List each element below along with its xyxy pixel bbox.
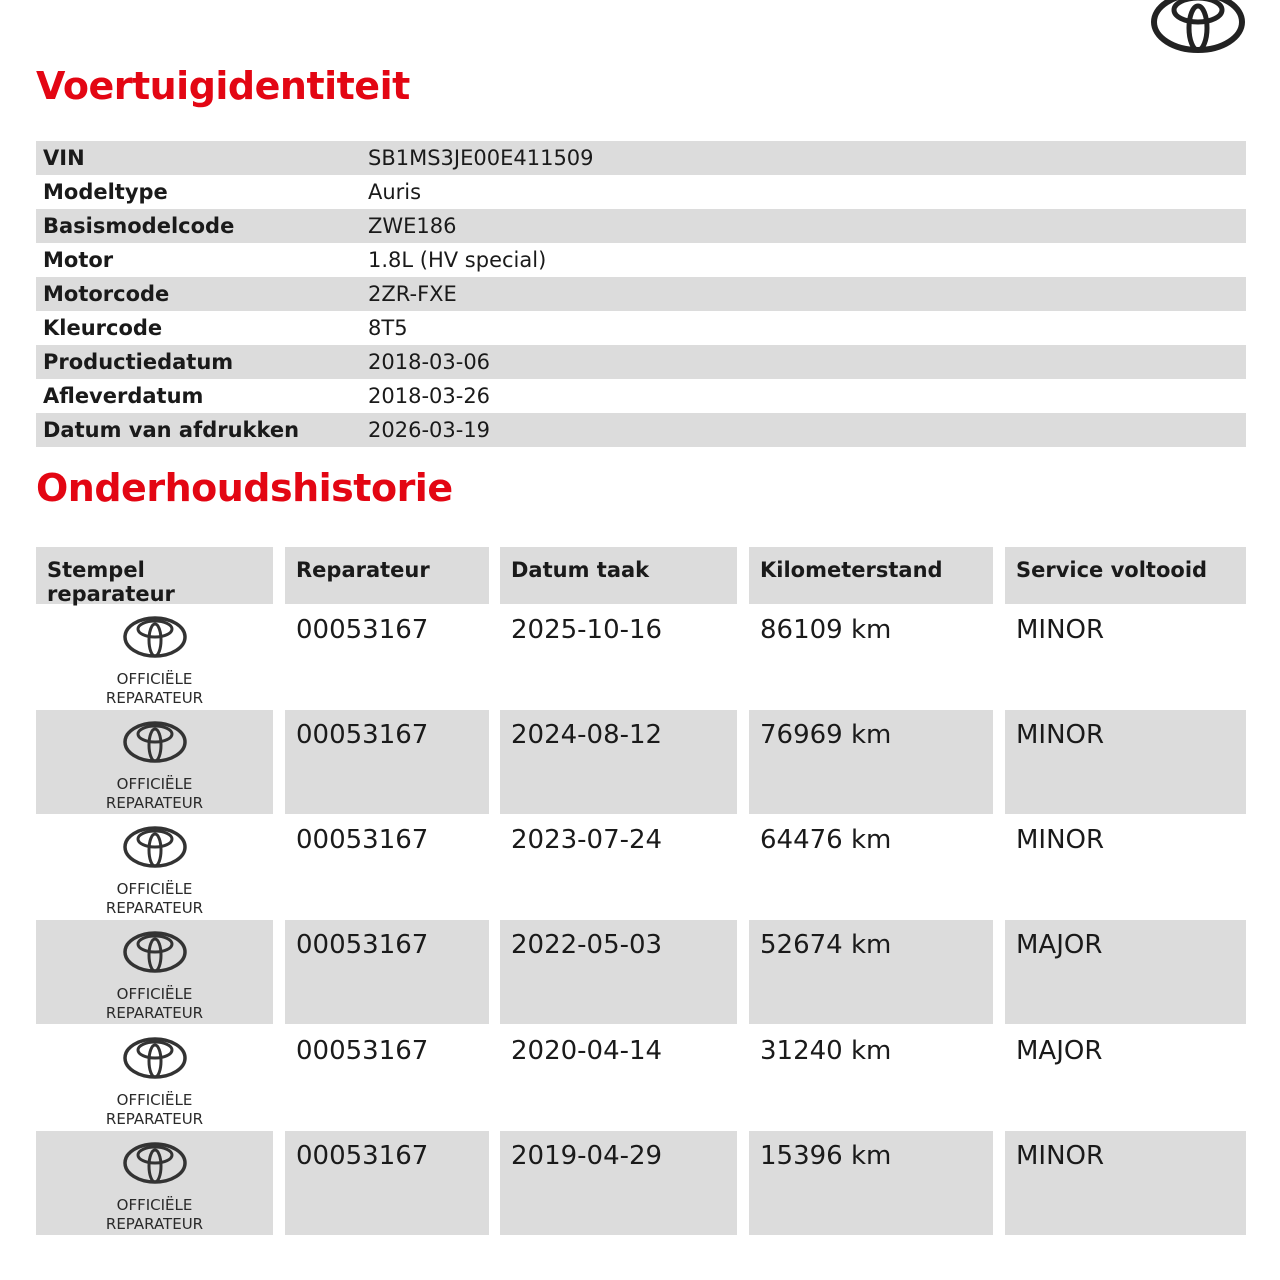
- identity-value: Auris: [368, 180, 422, 204]
- identity-label: Motor: [43, 248, 114, 272]
- identity-label: Motorcode: [43, 282, 170, 306]
- date-cell: 2022-05-03: [500, 920, 737, 1024]
- vehicle-identity-table: [36, 141, 1246, 447]
- date-cell: 2023-07-24: [511, 825, 663, 855]
- service-cell: MAJOR: [1016, 1036, 1103, 1066]
- stamp-text: [106, 670, 203, 708]
- mileage-cell: 31240 km: [760, 1036, 892, 1066]
- identity-row: [36, 277, 1246, 311]
- column-header-mileage: Kilometerstand: [749, 547, 993, 604]
- identity-row: [36, 345, 1246, 379]
- identity-value: 1.8L (HV special): [368, 248, 547, 272]
- identity-value: 2018-03-26: [368, 384, 491, 408]
- mileage-cell: 52674 km: [749, 920, 993, 1024]
- repairer-stamp: [36, 710, 273, 814]
- repairer-cell: 00053167: [285, 710, 489, 814]
- stamp-line2: REPARATEUR: [105, 1004, 204, 1022]
- repairer-cell: 00053167: [296, 615, 429, 645]
- identity-row: [36, 413, 1246, 447]
- identity-row: [36, 175, 1246, 209]
- identity-label: Productiedatum: [43, 350, 234, 374]
- stamp-text: [106, 880, 203, 918]
- toyota-logo-icon: [122, 930, 188, 981]
- stamp-line2: REPARATEUR: [105, 1215, 204, 1233]
- column-header-stamp: Stempel reparateur: [36, 547, 273, 604]
- identity-row: [36, 141, 1246, 175]
- toyota-logo-icon: [122, 720, 188, 771]
- identity-label: Kleurcode: [43, 316, 163, 340]
- stamp-text: [106, 1196, 203, 1234]
- column-header-repairer: Reparateur: [285, 547, 489, 604]
- table-row: [0, 815, 1280, 919]
- date-cell: 2019-04-29: [500, 1131, 737, 1235]
- identity-label: Modeltype: [43, 180, 168, 204]
- stamp-line1: OFFICIËLE: [116, 985, 193, 1003]
- identity-value: 8T5: [368, 316, 408, 340]
- table-row: [0, 920, 1280, 1024]
- identity-value: 2ZR-FXE: [368, 282, 457, 306]
- repairer-stamp: [36, 920, 273, 1024]
- service-cell: MAJOR: [1005, 920, 1246, 1024]
- repairer-cell: 00053167: [296, 825, 429, 855]
- mileage-cell: 64476 km: [760, 825, 892, 855]
- maintenance-history-title: Onderhoudshistorie: [36, 466, 453, 510]
- service-cell: MINOR: [1016, 615, 1105, 645]
- mileage-cell: 76969 km: [749, 710, 993, 814]
- service-cell: MINOR: [1005, 1131, 1246, 1235]
- stamp-line1: OFFICIËLE: [116, 1091, 193, 1109]
- repairer-cell: 00053167: [285, 920, 489, 1024]
- toyota-logo-icon: [122, 615, 188, 666]
- repairer-stamp: [36, 1026, 273, 1130]
- identity-value: 2026-03-19: [368, 418, 491, 442]
- identity-value: SB1MS3JE00E411509: [368, 146, 594, 170]
- date-cell: 2025-10-16: [511, 615, 663, 645]
- identity-value: ZWE186: [368, 214, 457, 238]
- repairer-stamp: [36, 1131, 273, 1235]
- vehicle-identity-title: Voertuigidentiteit: [36, 64, 410, 108]
- toyota-logo-icon: [122, 1141, 188, 1192]
- mileage-cell: 86109 km: [760, 615, 892, 645]
- stamp-line1: OFFICIËLE: [116, 670, 193, 688]
- table-row: [0, 1026, 1280, 1130]
- stamp-line1: OFFICIËLE: [116, 1196, 193, 1214]
- history-table-header: [0, 547, 1280, 604]
- identity-label: Afleverdatum: [43, 384, 204, 408]
- stamp-text: [106, 775, 203, 813]
- identity-row: [36, 243, 1246, 277]
- repairer-stamp: [36, 815, 273, 919]
- toyota-logo-icon: [1150, 0, 1246, 56]
- service-cell: MINOR: [1016, 825, 1105, 855]
- column-header-date: Datum taak: [500, 547, 737, 604]
- stamp-line2: REPARATEUR: [105, 899, 204, 917]
- stamp-line1: OFFICIËLE: [116, 880, 193, 898]
- stamp-line2: REPARATEUR: [105, 794, 204, 812]
- table-row: [0, 710, 1280, 814]
- stamp-line2: REPARATEUR: [105, 1110, 204, 1128]
- stamp-line2: REPARATEUR: [105, 689, 204, 707]
- identity-label: Datum van afdrukken: [43, 418, 300, 442]
- repairer-cell: 00053167: [285, 1131, 489, 1235]
- identity-value: 2018-03-06: [368, 350, 491, 374]
- toyota-logo-icon: [122, 825, 188, 876]
- repairer-cell: 00053167: [296, 1036, 429, 1066]
- repairer-stamp: [36, 605, 273, 709]
- identity-row: [36, 379, 1246, 413]
- stamp-text: [106, 985, 203, 1023]
- identity-label: Basismodelcode: [43, 214, 235, 238]
- column-header-service: Service voltooid: [1005, 547, 1246, 604]
- table-row: [0, 605, 1280, 709]
- mileage-cell: 15396 km: [749, 1131, 993, 1235]
- identity-label: VIN: [43, 146, 85, 170]
- date-cell: 2024-08-12: [500, 710, 737, 814]
- stamp-text: [106, 1091, 203, 1129]
- identity-row: [36, 311, 1246, 345]
- date-cell: 2020-04-14: [511, 1036, 663, 1066]
- table-row: [0, 1131, 1280, 1235]
- toyota-logo-icon: [122, 1036, 188, 1087]
- stamp-line1: OFFICIËLE: [116, 775, 193, 793]
- service-cell: MINOR: [1005, 710, 1246, 814]
- identity-row: [36, 209, 1246, 243]
